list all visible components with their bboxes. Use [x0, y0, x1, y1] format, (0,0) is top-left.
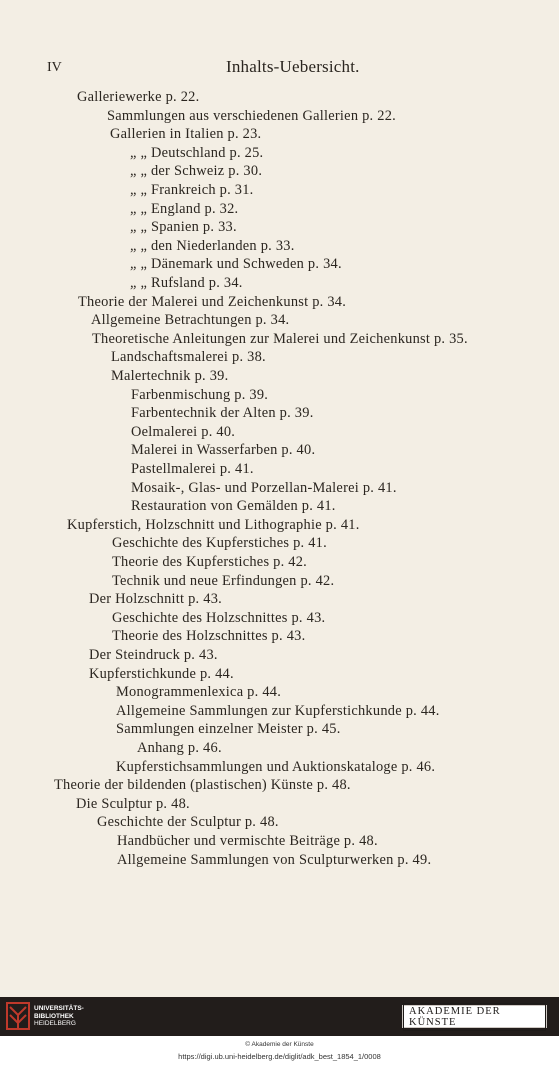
toc-entry: Geschichte des Kupferstiches p. 41. [112, 535, 327, 552]
toc-entry: Die Sculptur p. 48. [76, 795, 190, 812]
toc-entry: Farbentechnik der Alten p. 39. [131, 405, 314, 422]
permalink-url[interactable]: https://digi.ub.uni-heidelberg.de/diglit/adk_best_1854_1/0008 [178, 1052, 381, 1061]
library-line-3: HEIDELBERG [34, 1020, 76, 1027]
toc-entry: Handbücher und vermischte Beiträge p. 48. [117, 833, 378, 849]
viewer-footer [0, 997, 559, 1065]
toc-entry: Restauration von Gemälden p. 41. [131, 498, 336, 515]
toc-entry: Mosaik-, Glas- und Porzellan-Malerei p. 41. [131, 479, 397, 496]
toc-entry: Geschichte des Holzschnittes p. 43. [112, 609, 326, 626]
toc-entry: Sammlungen aus verschiedenen Gallerien p. 22. [107, 107, 396, 124]
university-library-name [34, 1005, 84, 1028]
university-library-logo-icon[interactable] [6, 1001, 30, 1031]
toc-entry: „ „ den Niederlanden p. 33. [130, 237, 295, 254]
toc-entry: „ „ Deutschland p. 25. [130, 144, 264, 161]
toc-entry: „ „ Spanien p. 33. [130, 219, 237, 236]
toc-entry: Anhang p. 46. [137, 740, 222, 756]
toc-entry: Malertechnik p. 39. [111, 368, 229, 384]
library-line-2: BIBLIOTHEK [34, 1012, 74, 1020]
toc-entry: Kupferstichkunde p. 44. [89, 665, 234, 682]
toc-entry: Theorie der Malerei und Zeichenkunst p. 34. [78, 293, 347, 310]
toc-entry: Kupferstichsammlungen und Auktionskataloge p. 46. [116, 758, 436, 775]
toc-entry: Theorie der bildenden (plastischen) Künste p. 48. [54, 777, 351, 794]
akademie-logo: AKADEMIE DER KÜNSTE [403, 1003, 546, 1031]
library-line-1: UNIVERSITÄTS- [34, 1005, 84, 1012]
toc-entry: „ „ Rufsland p. 34. [130, 275, 243, 291]
toc-entry: Landschaftsmalerei p. 38. [111, 349, 266, 366]
footer-bar [0, 997, 559, 1036]
toc-entry: Allgemeine Sammlungen von Sculpturwerken p. 49. [117, 851, 432, 868]
toc-entry: „ „ England p. 32. [130, 200, 239, 217]
toc-entry: Allgemeine Sammlungen zur Kupferstichkunde p. 44. [116, 702, 440, 719]
toc-entry: Theoretische Anleitungen zur Malerei und Zeichenkunst p. 35. [92, 330, 468, 347]
toc-entry: „ „ Dänemark und Schweden p. 34. [130, 256, 342, 273]
toc-entry: Malerei in Wasserfarben p. 40. [131, 442, 316, 459]
toc-entry: Galleriewerke p. 22. [77, 89, 200, 105]
toc-entry: Theorie des Kupferstiches p. 42. [112, 554, 308, 570]
toc-entry: Farbenmischung p. 39. [131, 386, 269, 403]
toc-entry: „ „ der Schweiz p. 30. [130, 163, 263, 180]
toc-entry: Oelmalerei p. 40. [131, 423, 236, 440]
toc-entry: Geschichte der Sculptur p. 48. [97, 814, 279, 831]
toc-entry: Gallerien in Italien p. 23. [110, 126, 262, 143]
toc-entry: Kupferstich, Holzschnitt und Lithographie p. 41. [67, 516, 360, 533]
toc-entry: Sammlungen einzelner Meister p. 45. [116, 721, 341, 738]
toc-entry: Technik und neue Erfindungen p. 42. [112, 572, 335, 589]
toc-entry: Allgemeine Betrachtungen p. 34. [91, 312, 290, 329]
toc-entry: „ „ Frankreich p. 31. [130, 182, 254, 198]
toc-entry: Der Steindruck p. 43. [89, 647, 218, 663]
toc-entry: Theorie des Holzschnittes p. 43. [112, 628, 306, 645]
toc-entry: Der Holzschnitt p. 43. [89, 591, 222, 608]
copyright-notice: © Akademie der Künste [245, 1041, 314, 1048]
page-title: Inhalts-Uebersicht. [226, 57, 360, 76]
page-number: IV [47, 60, 62, 75]
akademie-logo-box[interactable] [402, 1005, 547, 1028]
toc-entry: Monogrammenlexica p. 44. [116, 684, 282, 701]
toc-entry: Pastellmalerei p. 41. [131, 461, 254, 477]
